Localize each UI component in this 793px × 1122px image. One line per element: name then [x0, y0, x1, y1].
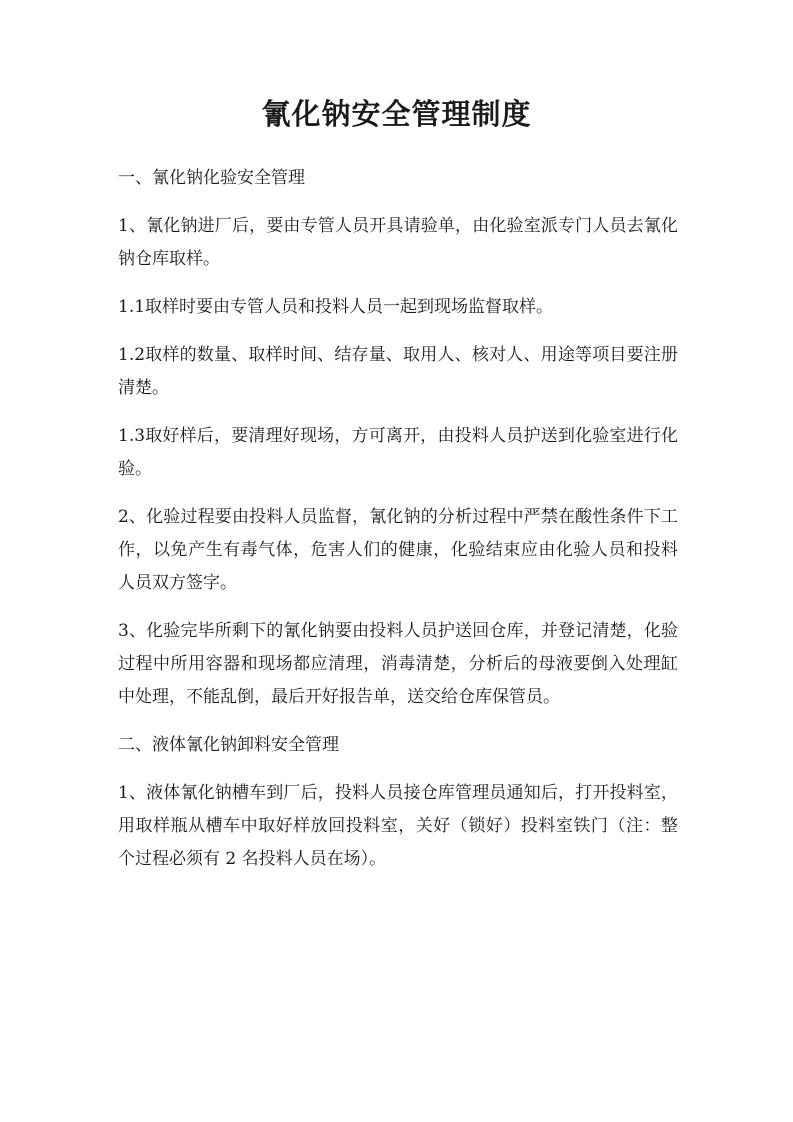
paragraph-2-1: 1、液体氰化钠槽车到厂后，投料人员接仓库管理员通知后，打开投料室，用取样瓶从槽车中取好样放回投料室，关好（锁好）投料室铁门（注：整个过程必须有 2 名投料人员在场）。 — [118, 783, 678, 869]
paragraph-2: 2、化验过程要由投料人员监督，氰化钠的分析过程中严禁在酸性条件下工作，以免产生有毒气体，危害人们的健康，化验结束应由化验人员和投料人员双方签字。 — [118, 507, 678, 593]
section-heading-1: 一、氰化钠化验安全管理 — [118, 168, 305, 188]
section-heading-2: 二、液体氰化钠卸料安全管理 — [118, 735, 339, 755]
paragraph-1-1: 1.1取样时要由专管人员和投料人员一起到现场监督取样。 — [118, 297, 554, 317]
paragraph-3: 3、化验完毕所剩下的氰化钠要由投料人员护送回仓库，并登记清楚，化验过程中所用容器和现场都应清理，消毒清楚，分析后的母液要倒入处理缸中处理，不能乱倒，最后开好报告单，送交给仓库保管员。 — [118, 621, 678, 707]
paragraph-1: 1、氰化钠进厂后，要由专管人员开具请验单，由化验室派专门人员去氰化钠仓库取样。 — [118, 216, 678, 269]
document-body — [118, 162, 678, 891]
paragraph-1-2: 1.2取样的数量、取样时间、结存量、取用人、核对人、用途等项目要注册清楚。 — [118, 345, 678, 398]
document-title: 氰化钠安全管理制度 — [261, 97, 532, 131]
paragraph-1-3: 1.3取好样后，要清理好现场，方可离开，由投料人员护送到化验室进行化验。 — [118, 426, 678, 479]
